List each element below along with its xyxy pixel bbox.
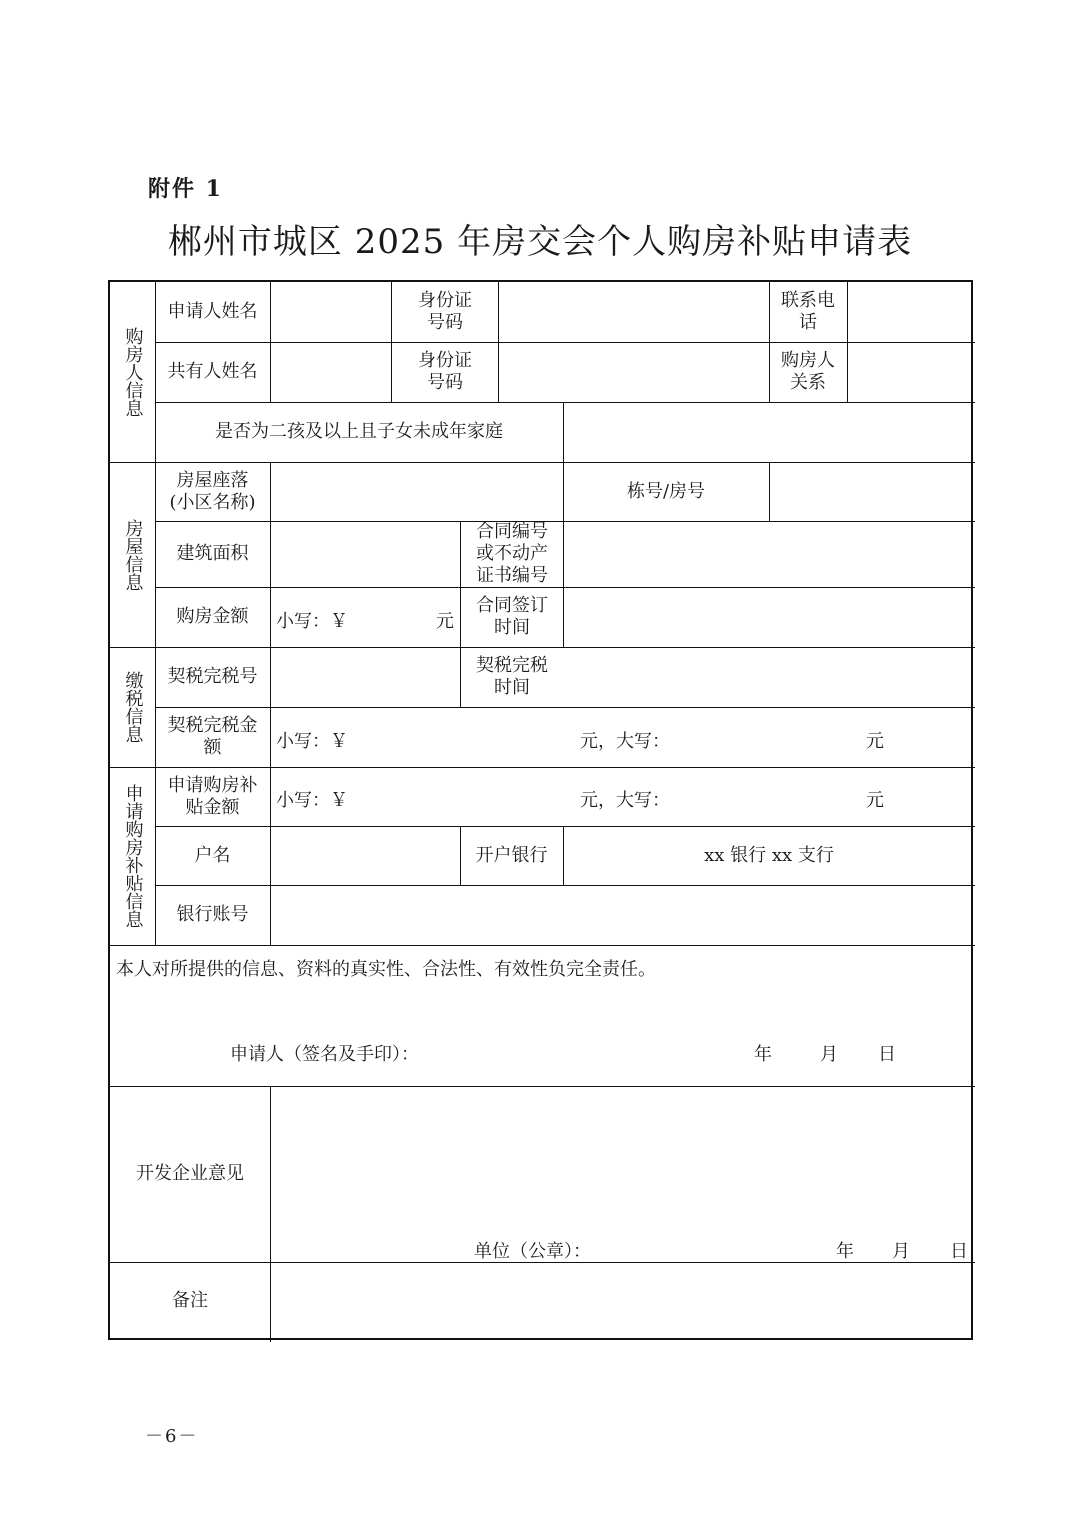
phone-field[interactable] (847, 282, 975, 342)
building-area-field[interactable] (270, 521, 460, 587)
account-no-field[interactable] (270, 885, 975, 945)
label-contract-no: 合同编号或不动产证书编号 (476, 521, 548, 586)
label-contract-time: 合同签订时间 (476, 595, 548, 638)
page-number: －6－ (145, 1426, 199, 1447)
label-co-owner-name: 共有人姓名 (167, 361, 258, 382)
section-buyer-info: 购房人信息 (122, 327, 144, 417)
tax-time-field[interactable] (563, 647, 975, 707)
account-name-field[interactable] (270, 826, 460, 885)
label-relation: 购房人关系 (781, 350, 835, 393)
label-house-location: 房屋座落(小区名称) (169, 469, 256, 513)
declaration-text: 本人对所提供的信息、资料的真实性、合法性、有效性负完全责任。 (116, 959, 656, 980)
co-owner-name-field[interactable] (270, 342, 391, 402)
declaration-year: 年 (754, 1044, 772, 1065)
tax-amount-yuan-comma: 元， (580, 731, 616, 752)
label-applicant-name: 申请人姓名 (167, 301, 258, 322)
applicant-signature-label: 申请人（签名及手印）： (230, 1044, 419, 1065)
second-child-field[interactable] (563, 402, 975, 462)
contract-time-field[interactable] (563, 587, 975, 647)
label-second-child-family: 是否为二孩及以上且子女未成年家庭 (215, 421, 503, 442)
co-owner-id-field[interactable] (498, 342, 769, 402)
label-building-room: 栋号/房号 (626, 480, 706, 502)
label-remarks: 备注 (172, 1290, 208, 1311)
company-seal-label: 单位（公章）： (474, 1241, 591, 1262)
label-developer-opinion: 开发企业意见 (136, 1163, 244, 1184)
purchase-amount-small-label: 小写：￥ (276, 611, 348, 632)
label-account-no: 银行账号 (176, 904, 249, 925)
application-form (108, 280, 973, 1340)
contract-no-field[interactable] (563, 521, 975, 587)
tax-amount-yuan: 元 (866, 731, 884, 752)
label-subsidy-amount: 申请购房补贴金额 (167, 774, 258, 818)
label-account-name: 户名 (194, 844, 231, 866)
bank-value: xx 银行 xx 支行 (704, 844, 834, 866)
subsidy-amount-big-label: 大写： (616, 790, 670, 811)
house-location-field[interactable] (270, 462, 563, 521)
id-number-field[interactable] (498, 282, 769, 342)
developer-year: 年 (836, 1241, 854, 1262)
declaration-day: 日 (878, 1044, 896, 1065)
subsidy-amount-yuan: 元 (866, 790, 884, 811)
subsidy-amount-small-label: 小写：￥ (276, 790, 348, 811)
page-title: 郴州市城区 2025 年房交会个人购房补贴申请表 (167, 222, 913, 262)
building-room-field[interactable] (769, 462, 975, 521)
label-id-number: 身份证号码 (418, 290, 472, 333)
section-tax-info: 缴税信息 (122, 671, 144, 743)
relation-field[interactable] (847, 342, 975, 402)
label-purchase-amount: 购房金额 (176, 606, 249, 627)
tax-no-field[interactable] (270, 647, 460, 707)
developer-month: 月 (892, 1241, 910, 1262)
label-bank: 开户银行 (475, 844, 548, 866)
applicant-name-field[interactable] (270, 282, 391, 342)
attachment-label: 附件 1 (148, 176, 223, 202)
declaration-month: 月 (820, 1044, 838, 1065)
developer-day: 日 (950, 1241, 968, 1262)
subsidy-amount-yuan-comma: 元， (580, 790, 616, 811)
tax-amount-small-label: 小写：￥ (276, 731, 348, 752)
label-co-owner-id: 身份证号码 (418, 350, 472, 393)
remarks-field[interactable] (270, 1262, 975, 1340)
section-house-info: 房屋信息 (122, 518, 144, 591)
label-phone: 联系电话 (781, 290, 835, 333)
label-tax-time: 契税完税时间 (476, 655, 548, 698)
label-tax-amount: 契税完税金额 (167, 715, 258, 758)
label-tax-no: 契税完税号 (167, 666, 258, 687)
tax-amount-big-label: 大写： (616, 731, 670, 752)
purchase-amount-yuan: 元 (436, 611, 454, 632)
label-building-area: 建筑面积 (176, 543, 249, 564)
section-subsidy-info: 申请购房补贴信息 (122, 784, 144, 928)
